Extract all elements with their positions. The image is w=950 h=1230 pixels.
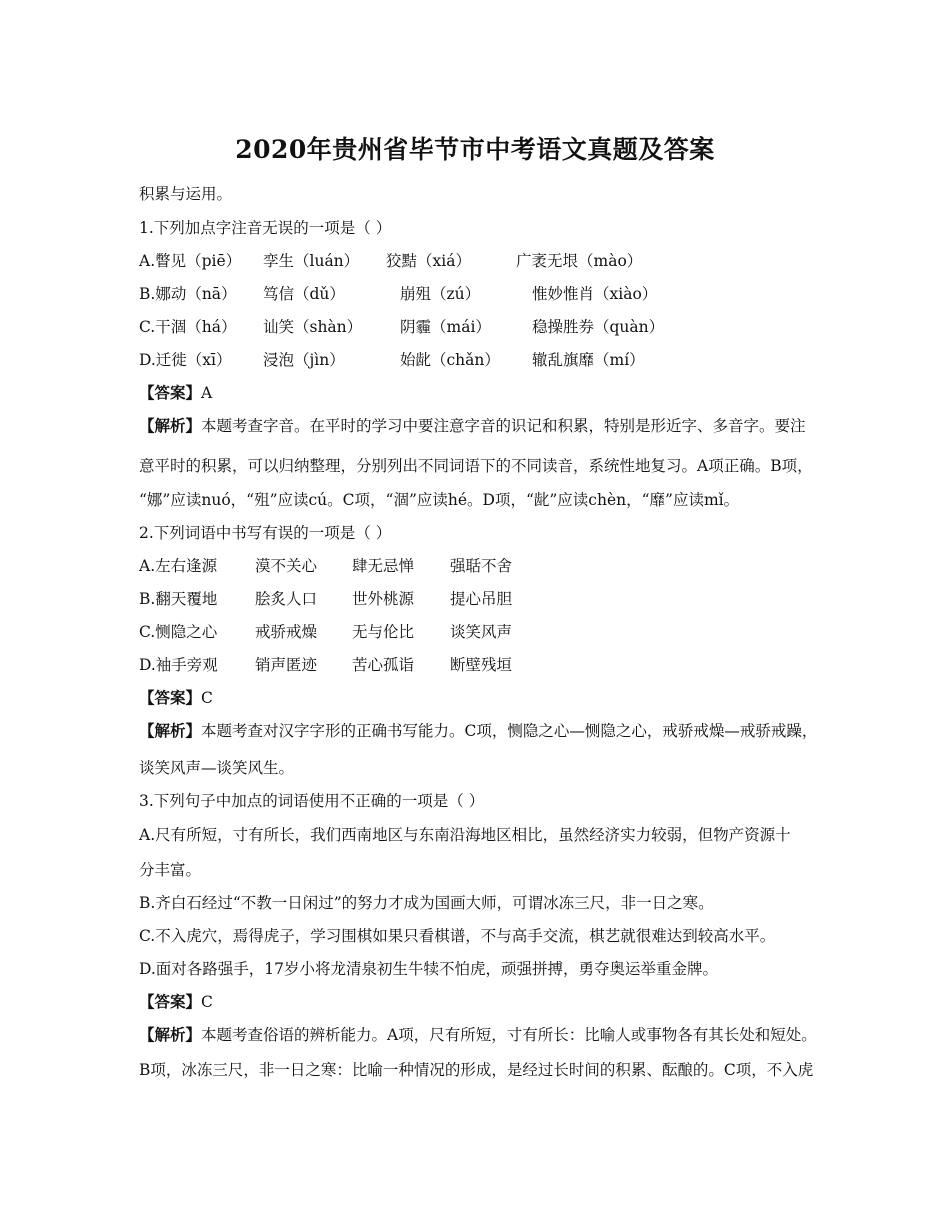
question-3-stem: 3.下列句子中加点的词语使用不正确的一项是（ ） — [139, 792, 485, 810]
q1-option-a — [139, 251, 839, 271]
q1-analysis-line-3: “娜”应读nuó，“殂”应读cú。C项，“涸”应读hé。D项，“龀”应读chèn，“靡”应读mǐ。 — [139, 491, 740, 509]
answer-value: C — [201, 993, 213, 1011]
answer-tag: 【答案】 — [139, 383, 202, 402]
option-item: 孪生（luán） — [263, 252, 360, 270]
section-heading: 积累与运用。 — [139, 185, 233, 203]
option-label: C.恻隐之心 — [139, 623, 218, 641]
q2-option-b — [139, 589, 839, 609]
option-item: 始龀（chǎn） — [400, 351, 500, 369]
q3-option-b: B.齐白石经过“不教一日闲过”的努力才成为国画大师，可谓冰冻三尺，非一日之寒。 — [139, 894, 714, 912]
q1-answer — [139, 383, 212, 403]
q3-answer — [139, 992, 213, 1012]
q3-option-a-line-2: 分丰富。 — [139, 861, 202, 879]
option-label: D.袖手旁观 — [139, 656, 218, 674]
option-item: 稳操胜券（quàn） — [532, 318, 665, 336]
answer-tag: 【答案】 — [139, 992, 202, 1011]
question-2-stem: 2.下列词语中书写有误的一项是（ ） — [139, 524, 392, 542]
option-item: 狡黠（xiá） — [386, 252, 471, 270]
option-item: 笃信（dǔ） — [263, 285, 345, 303]
analysis-text: 本题考查俗语的辨析能力。A项，尺有所短，寸有所长：比喻人或事物各有其长处和短处。 — [201, 1026, 817, 1044]
option-item: 提心吊胆 — [450, 590, 513, 608]
answer-value: A — [201, 384, 213, 402]
q1-option-c — [139, 317, 839, 337]
analysis-tag: 【解析】 — [139, 721, 202, 740]
option-item: 广袤无垠（mào） — [516, 252, 643, 270]
q3-analysis-line-2: B项，冰冻三尺，非一日之寒：比喻一种情况的形成，是经过长时间的积累、酝酿的。C项，不入虎 — [139, 1061, 814, 1079]
option-item: 阴霾（mái） — [400, 318, 491, 336]
option-item: 无与伦比 — [352, 623, 415, 641]
option-item: 销声匿迹 — [255, 656, 318, 674]
option-item: 戒骄戒燥 — [255, 623, 318, 641]
q3-option-d: D.面对各路强手，17岁小将龙清泉初生牛犊不怕虎，顽强拼搏，勇夺奥运举重金牌。 — [139, 960, 719, 978]
q2-option-a — [139, 556, 839, 576]
q3-option-a-line-1: A.尺有所短，寸有所长，我们西南地区与东南沿海地区相比，虽然经济实力较弱，但物产资源十 — [139, 826, 791, 844]
analysis-text: 本题考查字音。在平时的学习中要注意字音的识记和积累，特别是形近字、多音字。要注 — [201, 417, 806, 435]
option-item: 苦心孤诣 — [352, 656, 415, 674]
option-label: D.迁徙（xī） — [139, 351, 232, 369]
q2-option-d — [139, 655, 839, 675]
option-item: 谈笑风声 — [450, 623, 513, 641]
option-item: 断壁残垣 — [450, 656, 513, 674]
q2-analysis-line-1 — [139, 721, 817, 741]
option-item: 肆无忌惮 — [352, 557, 415, 575]
option-item: 世外桃源 — [352, 590, 415, 608]
q2-option-c — [139, 622, 839, 642]
option-item: 崩殂（zú） — [400, 285, 481, 303]
analysis-tag: 【解析】 — [139, 1025, 202, 1044]
analysis-tag: 【解析】 — [139, 416, 202, 435]
page-title: 2020年贵州省毕节市中考语文真题及答案 — [235, 135, 715, 164]
option-item: 漠不关心 — [255, 557, 318, 575]
option-item: 浸泡（jìn） — [263, 351, 345, 369]
option-label: A.瞥见（piē） — [139, 252, 242, 270]
option-item: 惟妙惟肖（xiào） — [532, 285, 658, 303]
option-item: 脍炙人口 — [255, 590, 318, 608]
option-label: B.翻天覆地 — [139, 590, 218, 608]
option-label: A.左右逢源 — [139, 557, 218, 575]
q3-analysis-line-1 — [139, 1025, 817, 1045]
option-label: B.娜动（nā） — [139, 285, 237, 303]
option-label: C.干涸（há） — [139, 318, 237, 336]
answer-value: C — [201, 689, 213, 707]
analysis-text: 本题考查对汉字字形的正确书写能力。C项，恻隐之心—恻隐之心，戒骄戒燥—戒骄戒躁， — [201, 722, 818, 740]
option-item: 强聒不舍 — [450, 557, 513, 575]
answer-tag: 【答案】 — [139, 688, 202, 707]
option-item: 讪笑（shàn） — [263, 318, 363, 336]
q2-analysis-line-2: 谈笑风声—谈笑风生。 — [139, 759, 295, 777]
question-1-stem: 1.下列加点字注音无误的一项是（ ） — [139, 219, 392, 237]
q3-option-c: C.不入虎穴，焉得虎子，学习围棋如果只看棋谱，不与高手交流，棋艺就很难达到较高水平。 — [139, 927, 776, 945]
q1-analysis-line-2: 意平时的积累，可以归纳整理，分别列出不同词语下的不同读音，系统性地复习。A项正确。B项， — [139, 457, 813, 475]
option-item: 辙乱旗靡（mí） — [532, 351, 645, 369]
q1-option-d — [139, 350, 839, 370]
q1-option-b — [139, 284, 839, 304]
q2-answer — [139, 688, 213, 708]
q1-analysis-line-1 — [139, 416, 806, 436]
